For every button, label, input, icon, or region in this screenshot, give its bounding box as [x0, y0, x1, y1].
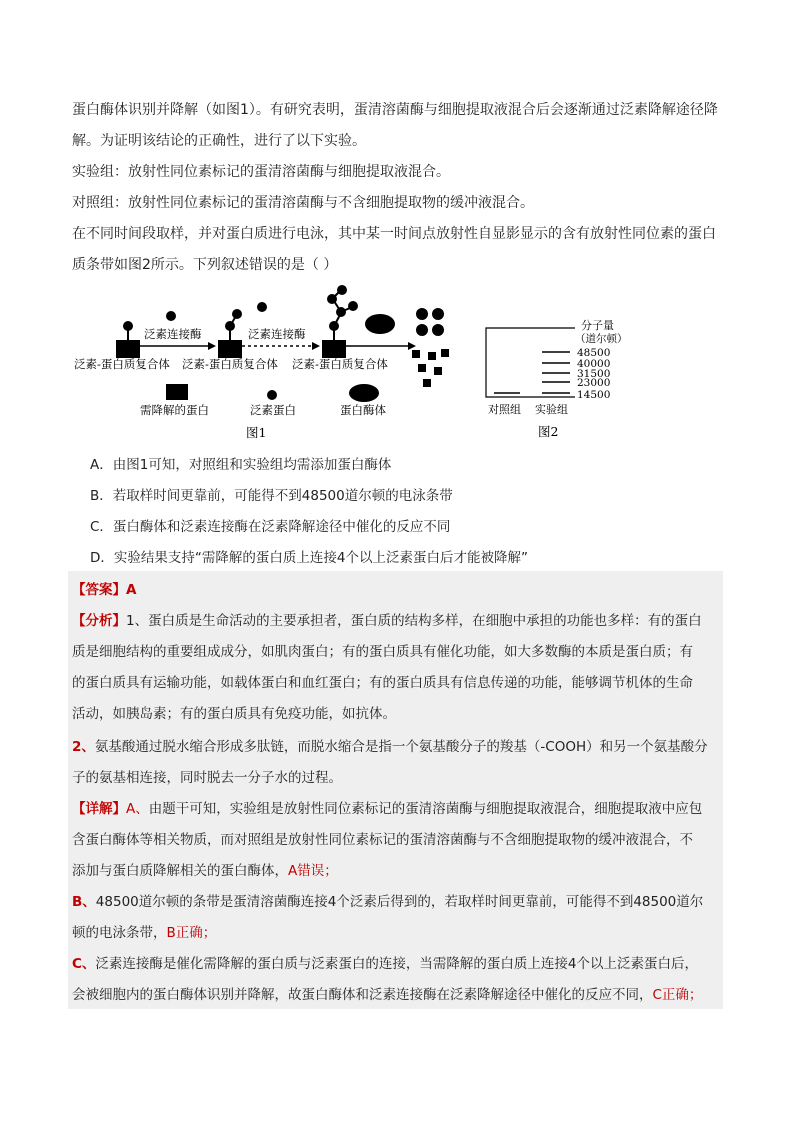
mw-marker: 31500	[577, 368, 611, 380]
lane-control-label: 对照组	[488, 403, 521, 416]
legend-ubiquitin-label: 泛素蛋白	[250, 403, 296, 417]
mw-header: 分子量	[581, 319, 614, 332]
target-protein-square	[218, 340, 242, 358]
legend-proteasome-label: 蛋白酶体	[340, 403, 386, 417]
detail-b-line-2: 顿的电泳条带，B正确；	[72, 925, 217, 941]
answer-value: A	[126, 582, 137, 598]
detail-label: 【详解】	[72, 801, 126, 817]
detail-c-line-1: C、泛素连接酶是催化需降解的蛋白质与泛素蛋白的连接，当需降解的蛋白质上连接4个以上泛素蛋白后，	[72, 956, 699, 972]
detail-a-line-2: 含蛋白酶体等相关物质，而对照组是放射性同位素标记的蛋清溶菌酶与不含细胞提取物的缓冲液混合，不	[72, 832, 693, 848]
detail-b-line-1: B、48500道尔顿的条带是蛋清溶菌酶连接4个泛素后得到的，若取样时间更靠前，可能得不到48500道尔	[72, 894, 704, 910]
stem-line-5: 在不同时间段取样，并对蛋白质进行电泳，其中某一时间点放射性自显影显示的含有放射性同位素的蛋白	[72, 226, 716, 242]
figure-1	[60, 282, 460, 442]
lane-experiment-label: 实验组	[535, 403, 568, 416]
option-c: C．蛋白酶体和泛素连接酶在泛素降解途径中催化的反应不同	[90, 519, 451, 535]
mw-unit: （道尔顿）	[575, 333, 628, 345]
experiment-group-line: 实验组：放射性同位素标记的蛋清溶菌酶与细胞提取液混合。	[72, 164, 450, 180]
complex-label-1: 泛素-蛋白质复合体	[74, 357, 170, 371]
enzyme-label-2: 泛素连接酶	[248, 327, 306, 341]
mw-marker: 14500	[577, 389, 611, 401]
option-b: B．若取样时间更靠前，可能得不到48500道尔顿的电泳条带	[90, 488, 453, 504]
target-protein-square	[322, 340, 346, 358]
mw-marker: 40000	[577, 358, 611, 370]
answer-line	[72, 580, 136, 600]
mw-marker: 23000	[577, 377, 611, 389]
analysis-line-3: 的蛋白质具有运输功能，如载体蛋白和血红蛋白；有的蛋白质具有信息传递的功能，能够调节机体的生命	[72, 675, 693, 691]
complex-label-2: 泛素-蛋白质复合体	[182, 357, 278, 371]
legend-protein-label: 需降解的蛋白	[140, 403, 209, 417]
control-group-line: 对照组：放射性同位素标记的蛋清溶菌酶与不含细胞提取物的缓冲液混合。	[72, 195, 534, 211]
detail-a-line-3: 添加与蛋白质降解相关的蛋白酶体，A错误；	[72, 863, 338, 879]
analysis-label: 【分析】	[72, 613, 126, 629]
stem-line-1: 蛋白酶体识别并降解（如图1）。有研究表明，蛋清溶菌酶与细胞提取液混合后会逐渐通过泛素降解途径降	[72, 102, 718, 118]
ubiquitin-dot	[166, 311, 176, 321]
ubiquitin-dot	[123, 321, 133, 331]
analysis-point-2-line-2: 子的氨基相连接，同时脱去一分子水的过程。	[72, 770, 342, 786]
target-protein-square	[116, 340, 140, 358]
enzyme-label-1: 泛素连接酶	[144, 327, 202, 341]
proteasome-ellipse	[365, 314, 395, 334]
analysis-line-2: 质是细胞结构的重要组成成分，如肌肉蛋白；有的蛋白质具有催化功能，如大多数酶的本质是蛋白质；有	[72, 644, 693, 660]
mw-marker: 48500	[577, 347, 611, 359]
figure-2	[480, 315, 660, 443]
option-d: D．实验结果支持“需降解的蛋白质上连接4个以上泛素蛋白后才能被降解”	[90, 550, 528, 566]
complex-label-3: 泛素-蛋白质复合体	[292, 357, 388, 371]
detail-c-line-2: 会被细胞内的蛋白酶体识别并降解，故蛋白酶体和泛素连接酶在泛素降解途径中催化的反应不同，C正确；	[72, 987, 703, 1003]
ubiquitin-dot	[257, 302, 267, 312]
analysis-point-2-line-1: 2、氨基酸通过脱水缩合形成多肽链，而脱水缩合是指一个氨基酸分子的羧基（-COOH）和另一个氨基酸分	[72, 739, 708, 755]
analysis-line-4: 活动，如胰岛素；有的蛋白质具有免疫功能，如抗体。	[72, 706, 396, 722]
legend-target-protein	[166, 384, 188, 400]
option-a: A．由图1可知，对照组和实验组均需添加蛋白酶体	[90, 457, 392, 473]
figure-2-caption: 图2	[538, 424, 559, 439]
figure-1-caption: 图1	[246, 425, 267, 440]
analysis-line-1: 【分析】1、蛋白质是生命活动的主要承担者，蛋白质的结构多样，在细胞中承担的功能也多样：有的蛋白	[72, 613, 702, 629]
answer-label: 【答案】	[72, 582, 126, 598]
answer-panel	[68, 571, 723, 1009]
stem-line-6: 质条带如图2所示。下列叙述错误的是（ ）	[72, 257, 338, 273]
legend-proteasome	[349, 384, 379, 402]
stem-line-2: 解。为证明该结论的正确性，进行了以下实验。	[72, 133, 366, 149]
detail-a-line-1: 【详解】A、由题干可知，实验组是放射性同位素标记的蛋清溶菌酶与细胞提取液混合，细胞提取液中应包	[72, 801, 703, 817]
legend-ubiquitin	[267, 390, 277, 400]
